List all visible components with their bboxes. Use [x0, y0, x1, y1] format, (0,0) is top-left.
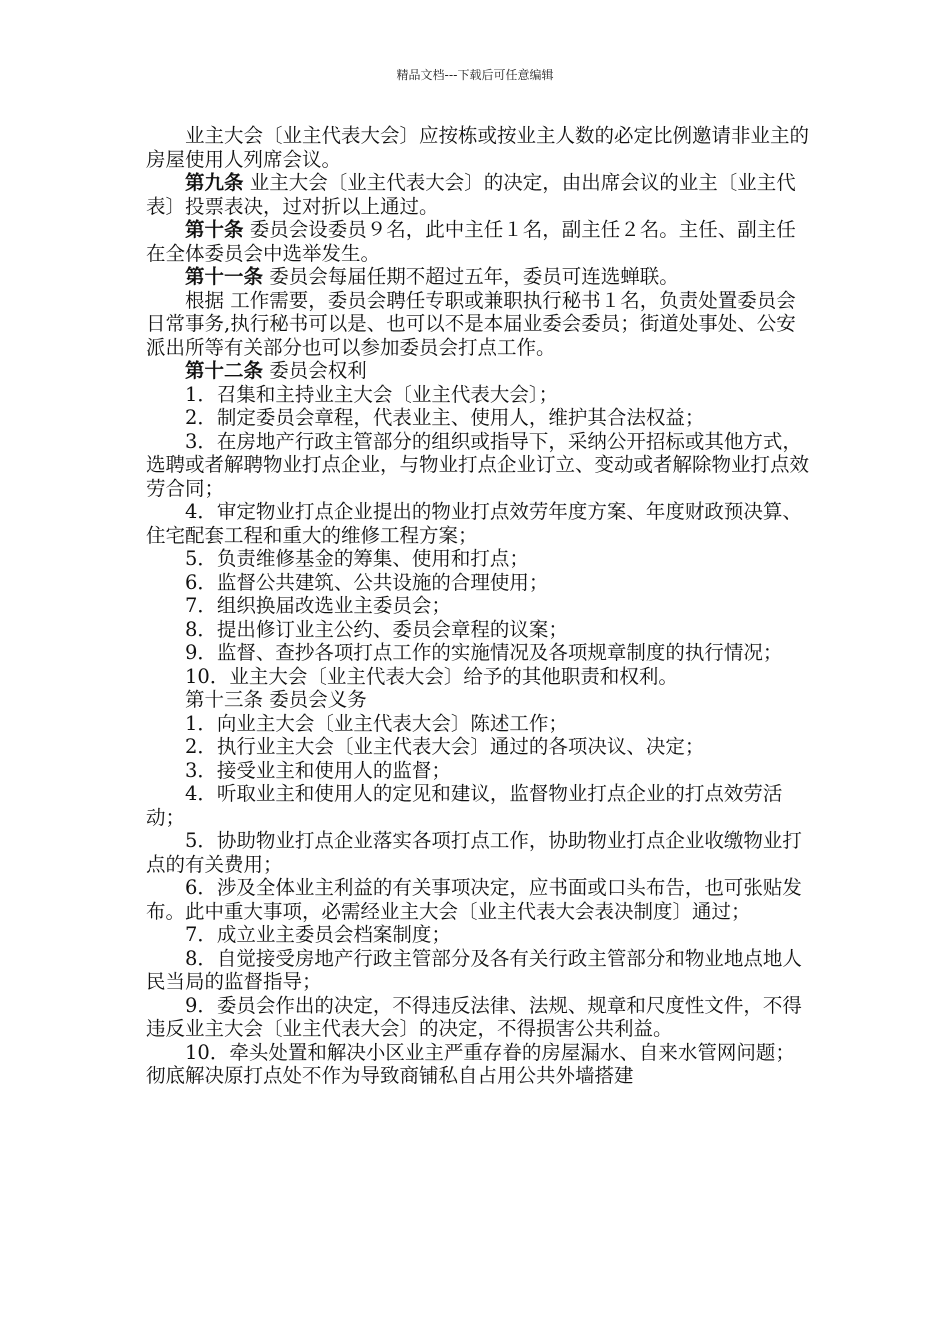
paragraph-text: 1．向业主大会〔业主代表大会〕陈述工作；: [185, 711, 568, 735]
paragraph: [146, 124, 812, 171]
paragraph-text: 5．负责维修基金的筹集、使用和打点；: [185, 547, 529, 570]
paragraph: [146, 618, 812, 642]
paragraph: [146, 876, 812, 923]
paragraph-text: 委员会设委员９名，此中主任１名，副主任２名。主任、副主任在全体委员会中选举发生。: [146, 218, 796, 265]
article-heading: 第十条: [185, 218, 244, 241]
paragraph-text: 3．接受业主和使用人的监督；: [185, 758, 451, 782]
paragraph-text: 第十三条 委员会义务: [185, 688, 367, 711]
paragraph: [146, 547, 812, 571]
document-body: [146, 124, 812, 1088]
paragraph-text: 10．业主大会〔业主代表大会〕给予的其他职责和权利。: [185, 664, 678, 688]
paragraph: [146, 782, 812, 829]
paragraph-text: 5．协助物业打点企业落实各项打点工作，协助物业打点企业收缴物业打点的有关费用；: [146, 829, 802, 876]
paragraph: [146, 500, 812, 547]
article-heading: 第九条: [185, 171, 244, 194]
paragraph-text: 7．组织换届改选业主委员会；: [185, 594, 451, 617]
paragraph-text: 4．听取业主和使用人的定见和建议，监督物业打点企业的打点效劳活动；: [146, 782, 783, 829]
paragraph-text: 9．委员会作出的决定，不得违反法律、法规、规章和尺度性文件，不得违反业主大会〔业主代表大会〕的决定，不得损害公共利益。: [146, 993, 802, 1040]
paragraph-text: 8．自觉接受房地产行政主管部分及各有关行政主管部分和物业地点地人民当局的监督指导；: [146, 946, 802, 993]
paragraph: [146, 359, 812, 383]
paragraph-text: 根据 工作需要，委员会聘任专职或兼职执行秘书１名，负责处置委员会日常事务,执行秘书可以是、也可以不是本届业委会委员；街道处事处、公安派出所等有关部分也可以参加委员会打点工作。: [146, 288, 796, 359]
paragraph-text: 3．在房地产行政主管部分的组织或指导下，采纳公开招标或其他方式，选聘或者解聘物业打点企业，与物业打点企业订立、变动或者解除物业打点效劳合同；: [146, 429, 810, 500]
paragraph: [146, 594, 812, 618]
paragraph-text: 业主大会〔业主代表大会〕应按栋或按业主人数的必定比例邀请非业主的房屋使用人列席会议。: [146, 124, 810, 171]
paragraph: [146, 947, 812, 994]
paragraph-text: 6．涉及全体业主利益的有关事项决定，应书面或口头布告，也可张贴发布。此中重大事项，必需经业主大会〔业主代表大会表决制度〕通过；: [146, 876, 802, 923]
paragraph: [146, 829, 812, 876]
paragraph: [146, 265, 812, 289]
paragraph-text: 委员会每届任期不超过五年，委员可连选蝉联。: [263, 265, 679, 288]
paragraph-text: 业主大会〔业主代表大会〕的决定，由出席会议的业主〔业主代表〕投票表决，过对折以上通过。: [146, 171, 796, 218]
paragraph: [146, 712, 812, 736]
paragraph: [146, 218, 812, 265]
paragraph-text: 2．制定委员会章程，代表业主、使用人，维护其合法权益；: [185, 406, 705, 429]
article-heading: 第十一条: [185, 265, 264, 288]
paragraph: [146, 383, 812, 407]
paragraph: [146, 430, 812, 501]
paragraph-text: 2．执行业主大会〔业主代表大会〕通过的各项决议、决定；: [185, 735, 705, 758]
paragraph: [146, 289, 812, 360]
paragraph-text: 7．成立业主委员会档案制度；: [185, 923, 451, 946]
paragraph: [146, 923, 812, 947]
article-heading: 第十二条: [185, 359, 264, 382]
paragraph: [146, 406, 812, 430]
paragraph-text: 1．召集和主持业主大会〔业主代表大会〕；: [185, 382, 559, 406]
paragraph: [146, 735, 812, 759]
paragraph: [146, 994, 812, 1041]
paragraph: [146, 1041, 812, 1088]
paragraph-text: 9．监督、查抄各项打点工作的实施情况及各项规章制度的执行情况；: [185, 641, 783, 664]
page-header: 精品文档---下载后可任意编辑: [396, 68, 554, 82]
paragraph: [146, 665, 812, 689]
paragraph-text: 10．牵头处置和解决小区业主严重存眷的房屋漏水、自来水管网问题；彻底解决原打点处不作为导致商铺私自占用公共外墙搭建: [146, 1040, 795, 1087]
paragraph-text: 委员会权利: [263, 359, 367, 382]
paragraph: [146, 571, 812, 595]
paragraph: [146, 688, 812, 712]
paragraph: [146, 759, 812, 783]
paragraph-text: 6．监督公共建筑、公共设施的合理使用；: [185, 570, 549, 594]
paragraph: [146, 171, 812, 218]
paragraph: [146, 641, 812, 665]
paragraph-text: 4．审定物业打点企业提出的物业打点效劳年度方案、年度财政预决算、住宅配套工程和重大的维修工程方案；: [146, 500, 802, 547]
paragraph-text: 8．提出修订业主公约、委员会章程的议案；: [185, 617, 568, 641]
